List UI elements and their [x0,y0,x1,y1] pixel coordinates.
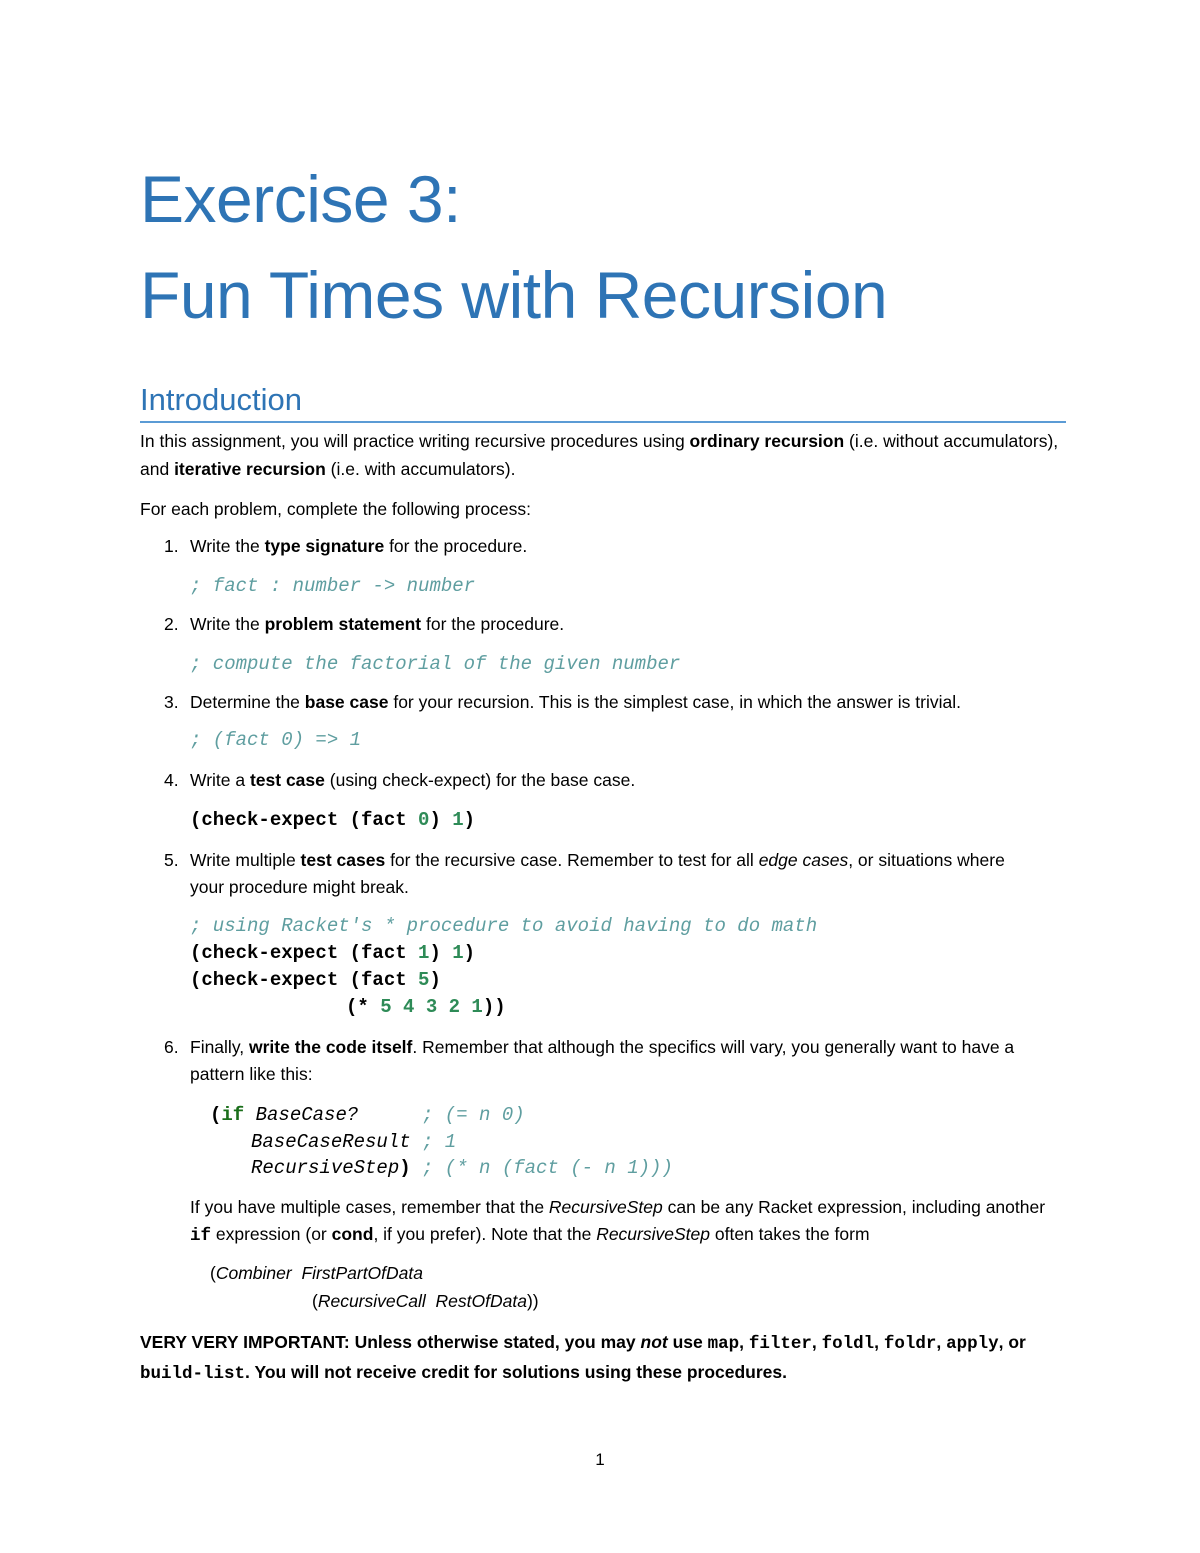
step-number: 6. [164,1037,179,1057]
step-text: for the procedure. [421,614,565,634]
important-code: foldr [883,1334,937,1354]
step-text: Finally, [190,1037,249,1057]
step-text: Write the [190,614,265,634]
code-keyword: if [221,1104,245,1126]
form-placeholder: RestOfData [435,1291,527,1311]
code-text: (* [346,996,381,1018]
code-text: ) [429,969,441,991]
step-bold: problem statement [264,614,422,634]
step-number: 2. [164,614,179,634]
step-text: Write multiple [190,850,301,870]
note-text: expression (or [211,1224,332,1244]
code-number: 1 [452,809,464,831]
important-code: build-list [140,1364,246,1384]
form-placeholder: RecursiveCall [317,1291,426,1311]
important-note [140,1328,1070,1388]
step-4-code [190,807,475,834]
important-code: foldl [821,1334,875,1354]
step-bold: test case [249,770,325,790]
step-5-comment: ; using Racket's * procedure to avoid having to do math [190,915,818,937]
recursive-step-note [190,1194,1050,1250]
title-line-1: Exercise 3: [140,162,461,236]
step-5-text [190,847,1040,901]
important-text: VERY VERY IMPORTANT: Unless otherwise stated, you may [140,1332,641,1352]
intro-paragraph [140,427,1066,483]
intro-iterative-recursion: iterative recursion [174,459,326,479]
important-text: , [739,1332,749,1352]
important-code: apply [946,1334,999,1354]
page-number: 1 [595,1450,605,1469]
note-code: if [190,1226,212,1246]
step-text: Write the [190,536,265,556]
note-bold: cond [331,1224,374,1244]
step-text: , or situations where your procedure might break. [190,850,1005,897]
pattern-comment-1: ; (= n 0) [422,1104,525,1126]
pattern-comment-3: ; (* n (fact (- n 1))) [422,1157,673,1179]
important-text: . You will not receive credit for solutions using these procedures. [245,1362,788,1382]
step-2-text [190,611,1050,638]
pattern-code-line-2: BaseCaseResult [251,1131,411,1153]
form-paren: )) [526,1291,539,1311]
code-text: (check-expect (fact [190,969,419,991]
code-number: 0 [418,809,430,831]
step-text: Determine the [190,692,305,712]
pattern-code-line-3 [251,1155,411,1182]
step-bold: write the code itself [249,1037,413,1057]
step-6-text [190,1034,1040,1088]
step-1-example: ; fact : number -> number [190,575,476,597]
important-text: , [874,1332,884,1352]
step-text: . Remember that although the specifics will vary, you generally want to have a pattern like this: [190,1037,1015,1084]
code-placeholder: RecursiveStep [251,1157,400,1179]
pattern-code-line-1 [210,1102,358,1129]
step-bold: base case [304,692,389,712]
code-paren: ) [399,1157,411,1179]
form-line-1 [210,1260,710,1287]
note-italic: RecursiveStep [548,1197,663,1217]
form-line-2 [312,1288,812,1315]
note-text: often takes the form [710,1224,870,1244]
step-3-text [190,689,1050,716]
code-paren: ( [210,1104,222,1126]
code-text: ) [463,809,476,831]
code-placeholder: BaseCase? [255,1104,359,1126]
code-number: 1 [418,942,430,964]
code-number: 1 [452,942,464,964]
step-text: Write a [190,770,250,790]
pattern-comment-2: ; 1 [422,1131,457,1153]
step-bold: type signature [264,536,385,556]
step-5-code-line-2 [190,967,441,994]
code-text: )) [482,996,506,1018]
note-text: If you have multiple cases, remember that the [190,1197,549,1217]
code-text: ) [429,942,453,964]
process-intro: For each problem, complete the following process: [140,499,532,519]
code-text: ) [429,809,453,831]
heading-rule [140,421,1066,423]
step-3-example: ; (fact 0) => 1 [190,729,362,751]
code-number: 5 [418,969,430,991]
step-italic: edge cases [758,850,849,870]
important-text: , [811,1332,822,1352]
step-text: for your recursion. This is the simplest case, in which the answer is trivial. [388,692,961,712]
step-bold: test cases [300,850,386,870]
step-5-code-line-1 [190,940,475,967]
code-text: (check-expect (fact [190,809,419,831]
code-text: (check-expect (fact [190,942,419,964]
step-number: 1. [164,536,179,556]
step-number: 5. [164,850,179,870]
title-line-2: Fun Times with Recursion [140,258,888,332]
step-5-code-line-3 [346,994,506,1021]
form-placeholder: FirstPartOfData [301,1263,423,1283]
intro-text: (i.e. without accumulators), and [140,431,1059,479]
step-4-text [190,767,1050,794]
step-1-text [190,533,1050,560]
step-2-example: ; compute the factorial of the given number [190,653,681,675]
form-placeholder: Combiner [215,1263,292,1283]
intro-text: (i.e. with accumulators). [325,459,516,479]
code-number: 5 4 3 2 1 [380,996,483,1018]
important-text: , or [998,1332,1026,1352]
important-text: use [667,1332,708,1352]
step-number: 4. [164,770,179,790]
step-text: for the procedure. [384,536,528,556]
note-text: , if you prefer). Note that the [373,1224,597,1244]
important-code: filter [748,1334,812,1354]
section-heading-introduction: Introduction [140,382,302,417]
intro-text: In this assignment, you will practice writing recursive procedures using [140,431,690,451]
form-paren: ( [312,1291,318,1311]
step-text: for the recursive case. Remember to test for all [385,850,759,870]
note-italic: RecursiveStep [596,1224,710,1244]
form-paren: ( [210,1263,216,1283]
intro-ordinary-recursion: ordinary recursion [689,431,845,451]
important-italic: not [640,1332,668,1352]
step-number: 3. [164,692,179,712]
step-text: (using check-expect) for the base case. [324,770,636,790]
important-text: , [936,1332,947,1352]
note-text: can be any Racket expression, including another [662,1197,1046,1217]
code-text: ) [463,942,476,964]
important-code: map [707,1334,740,1354]
